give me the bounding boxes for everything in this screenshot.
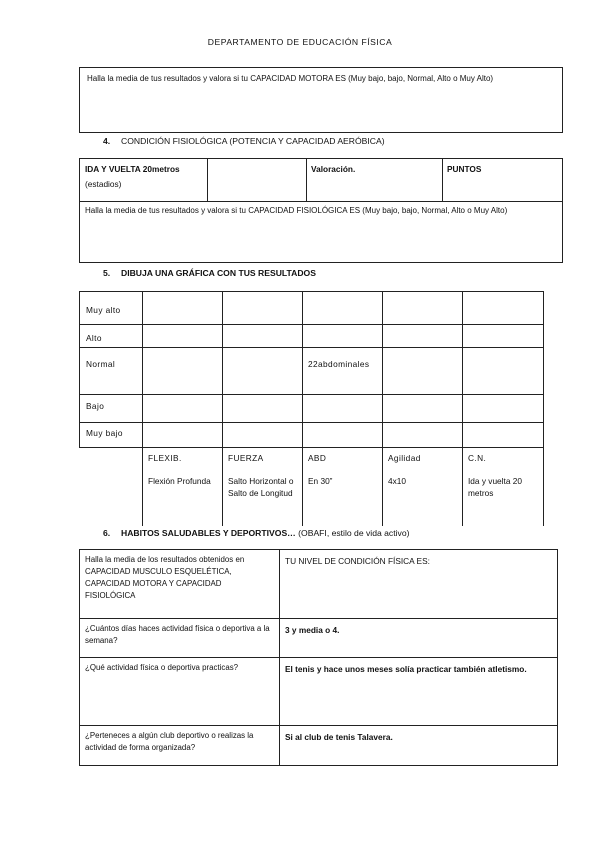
col-abd <box>303 449 382 490</box>
section-5-heading <box>103 268 316 278</box>
col-fuerza-code: FUERZA <box>228 453 264 463</box>
habit-q-4: ¿Perteneces a algún club deportivo o realizas la actividad de forma organizada? <box>85 731 254 752</box>
section-6-number: 6. <box>103 528 111 538</box>
abd-normal-value: 22abdominales <box>308 359 370 369</box>
estadios-text: (estadios) <box>85 179 122 189</box>
valoracion-label: Valoración. <box>311 164 356 174</box>
habit-a-2: 3 y media o 4. <box>285 625 340 635</box>
col-cn <box>463 449 542 502</box>
col-abd-code: ABD <box>308 453 327 463</box>
motora-text: Halla la media de tus resultados y valora si tu CAPACIDAD MOTORA ES (Muy bajo, bajo, Normal, Alto o Muy Alto) <box>87 74 494 83</box>
row-label-muy-alto: Muy alto <box>86 305 121 315</box>
col-flexib-code: FLEXIB. <box>148 453 182 463</box>
ida-vuelta-value <box>207 159 306 201</box>
fisio-table <box>79 158 563 263</box>
section-4-heading <box>103 136 385 146</box>
puntos-label: PUNTOS <box>447 164 482 174</box>
col-cn-code: C.N. <box>468 453 487 463</box>
col-flexib <box>143 449 222 490</box>
habit-q-3: ¿Qué actividad física o deportiva practicas? <box>85 663 239 672</box>
habit-a-3: El tenis y hace unos meses solía practicar también atletismo. <box>285 664 527 674</box>
page-header: DEPARTAMENTO DE EDUCACIÓN FÍSICA <box>207 37 393 47</box>
section-4-number: 4. <box>103 136 111 146</box>
ida-vuelta-text: IDA Y VUELTA 20metros <box>85 164 180 174</box>
section-5-number: 5. <box>103 268 111 278</box>
section-5-title: DIBUJA UNA GRÁFICA CON TUS RESULTADOS <box>121 268 316 278</box>
row-label-alto: Alto <box>86 333 102 343</box>
section-6-suffix: (OBAFI, estilo de vida activo) <box>298 528 410 538</box>
row-label-muy-bajo: Muy bajo <box>86 428 123 438</box>
col-fuerza-desc: Salto Horizontal o Salto de Longitud <box>228 476 294 498</box>
row-label-bajo: Bajo <box>86 401 105 411</box>
motora-box <box>79 67 563 133</box>
col-agilidad-code: Agilidad <box>388 453 421 463</box>
row-label-normal: Normal <box>86 359 116 369</box>
habit-a-4: Si al club de tenis Talavera. <box>285 732 393 742</box>
habit-a-1: TU NIVEL DE CONDICIÓN FÍSICA ES: <box>285 556 430 566</box>
habits-table <box>79 549 558 766</box>
col-agilidad-desc: 4x10 <box>388 476 406 486</box>
col-cn-desc: Ida y vuelta 20 metros <box>468 476 522 498</box>
col-flexib-desc: Flexión Profunda <box>148 476 211 486</box>
col-agilidad <box>383 449 462 490</box>
col-fuerza <box>223 449 302 502</box>
graph-table <box>79 291 544 526</box>
section-6-title: HABITOS SALUDABLES Y DEPORTIVOS… <box>121 528 296 538</box>
habit-q-2: ¿Cuántos días haces actividad física o deportiva a la semana? <box>85 624 270 645</box>
ida-vuelta-label <box>80 160 207 193</box>
habit-q-1: Halla la media de los resultados obtenidos en CAPACIDAD MUSCULO ESQUELÉTICA, CAPACIDAD MOTORA Y CAPACIDAD FISIOLÓGICA <box>85 555 245 600</box>
col-abd-desc: En 30” <box>308 476 333 486</box>
section-6-heading <box>103 528 409 538</box>
fisio-media-text: Halla la media de tus resultados y valora si tu CAPACIDAD FISIOLÓGICA ES (Muy bajo, bajo, Normal, Alto o Muy Alto) <box>85 206 508 215</box>
section-4-title: CONDICIÓN FISIOLÓGICA (POTENCIA Y CAPACIDAD AERÓBICA) <box>121 136 385 146</box>
